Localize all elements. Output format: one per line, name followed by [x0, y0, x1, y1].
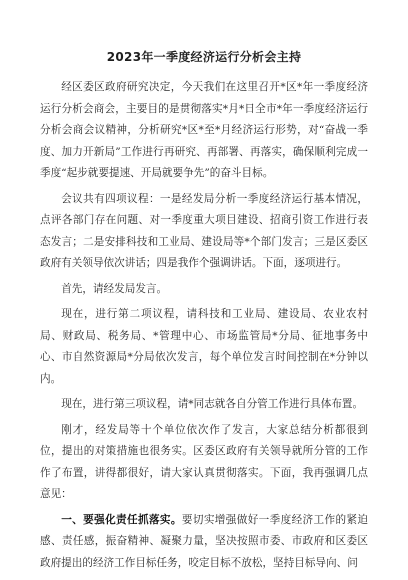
paragraph-summary: 刚才，经发局等十个单位依次作了发言，大家总结分析都很到位，提出的对策措施也很务实。区委区政府有关领导就所分管的工作作了布置，讲得都很好，请大家认真贯彻落实。下面，我再强调几点意见：	[40, 423, 368, 500]
point-one-text: 要切实增强做好一季度经济工作的紧迫感、责任感，振奋精神、凝聚力量，坚决按照市委、市政府和区委区政府提出的经济工作目标任务，咬定目标不放松，坚持目标导向、问	[40, 513, 369, 569]
paragraph-second-item: 现在，进行第二项议程，请科技和工业局、建设局、农业农村局、财政局、税务局、*管理中心、市场监管局*分局、征地事务中心、市自然资源局*分局依次发言，每个单位发言时间控制在*分钟以内。	[40, 308, 368, 385]
paragraph-agenda: 会议共有四项议程：一是经发局分析一季度经济运行基本情况，点评各部门存在问题、对一季度重大项目建设、招商引资工作进行表态发言；二是安排科技和工业局、建设局等*个部门发言；三是区委区政府有关领导依次讲话；四是我作个强调讲话。下面，逐项进行。	[40, 192, 368, 269]
paragraph-third-item: 现在，进行第三项议程，请*同志就各自分管工作进行具体布置。	[61, 398, 364, 410]
paragraph-first-speaker: 首先，请经发局发言。	[61, 282, 168, 295]
document-title: 2023年一季度经济运行分析会主持	[106, 50, 302, 64]
paragraph-point-one	[40, 510, 368, 575]
paragraph-intro: 经区委区政府研究决定，今天我们在这里召开*区*年一季度经济运行分析会商会，主要目的是贯彻落实*月*日全市*年一季度经济运行分析会商会议精神，分析研究*区*至*月经济运行形势，对“奋战一季度、加力开新局”工作进行再研究、再部署、再落实，确保顺利完成一季度“起步就要提速、开局就要争先”的奋斗目标。	[40, 81, 368, 179]
point-one-heading: 一、要强化责任抓落实。	[61, 513, 182, 526]
